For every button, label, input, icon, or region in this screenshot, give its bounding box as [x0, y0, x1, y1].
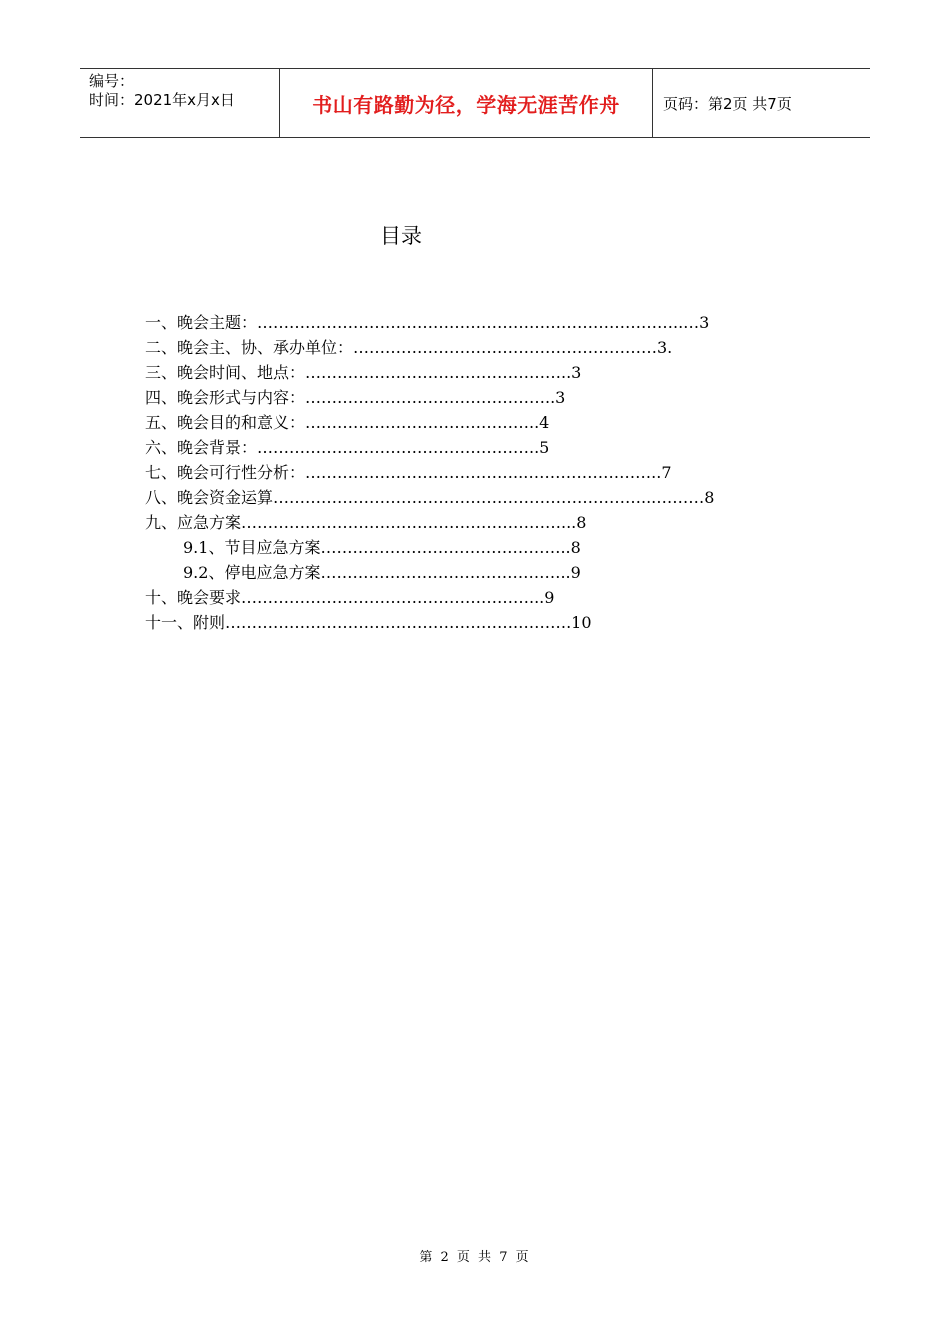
toc-item-10[interactable]: 十、晚会要求………………………………………………...9 — [145, 588, 555, 607]
toc-item-4[interactable]: 四、晚会形式与内容：………………………………………..3 — [145, 388, 566, 407]
doc-time-label: 时间：2021年x月x日 — [89, 91, 235, 109]
table-of-contents — [145, 310, 714, 635]
toc-item-7[interactable]: 七、晚会可行性分析：…………………………………..……………………..7 — [145, 463, 672, 482]
toc-item-9[interactable]: 九、应急方案……………………………………………………...8 — [145, 513, 587, 532]
toc-subitem-9-2[interactable]: 9.2、停电应急方案………………………………………..9 — [183, 563, 581, 582]
page-footer: 第 2 页 共 7 页 — [419, 1250, 531, 1265]
toc-item-8[interactable]: 八、晚会资金运算……………………………………………………………...………8 — [145, 488, 715, 507]
toc-item-5[interactable]: 五、晚会目的和意义：……………………………………..4 — [145, 413, 550, 432]
toc-item-11[interactable]: 十一、附则……………………………………………….……….10 — [145, 613, 592, 632]
doc-number-label: 编号： — [89, 72, 135, 90]
toc-item-6[interactable]: 六、晚会背景：……………………………………………..5 — [145, 438, 550, 457]
toc-subitem-9-1[interactable]: 9.1、节目应急方案………………………………………..8 — [183, 538, 581, 557]
page-header — [80, 68, 870, 138]
toc-item-1[interactable]: 一、晚会主题：……………………………………………………………………..…3 — [145, 313, 710, 332]
header-motto: 书山有路勤为径，学海无涯苦作舟 — [280, 69, 653, 137]
toc-title: 目录 — [380, 224, 422, 248]
header-info-cell — [80, 69, 280, 137]
header-page-info: 页码：第2页 共7页 — [663, 94, 792, 113]
toc-item-2[interactable]: 二、晚会主、协、承办单位：…………………………………………………3. — [145, 338, 673, 357]
toc-item-3[interactable]: 三、晚会时间、地点：…………………………………………..3 — [145, 363, 582, 382]
